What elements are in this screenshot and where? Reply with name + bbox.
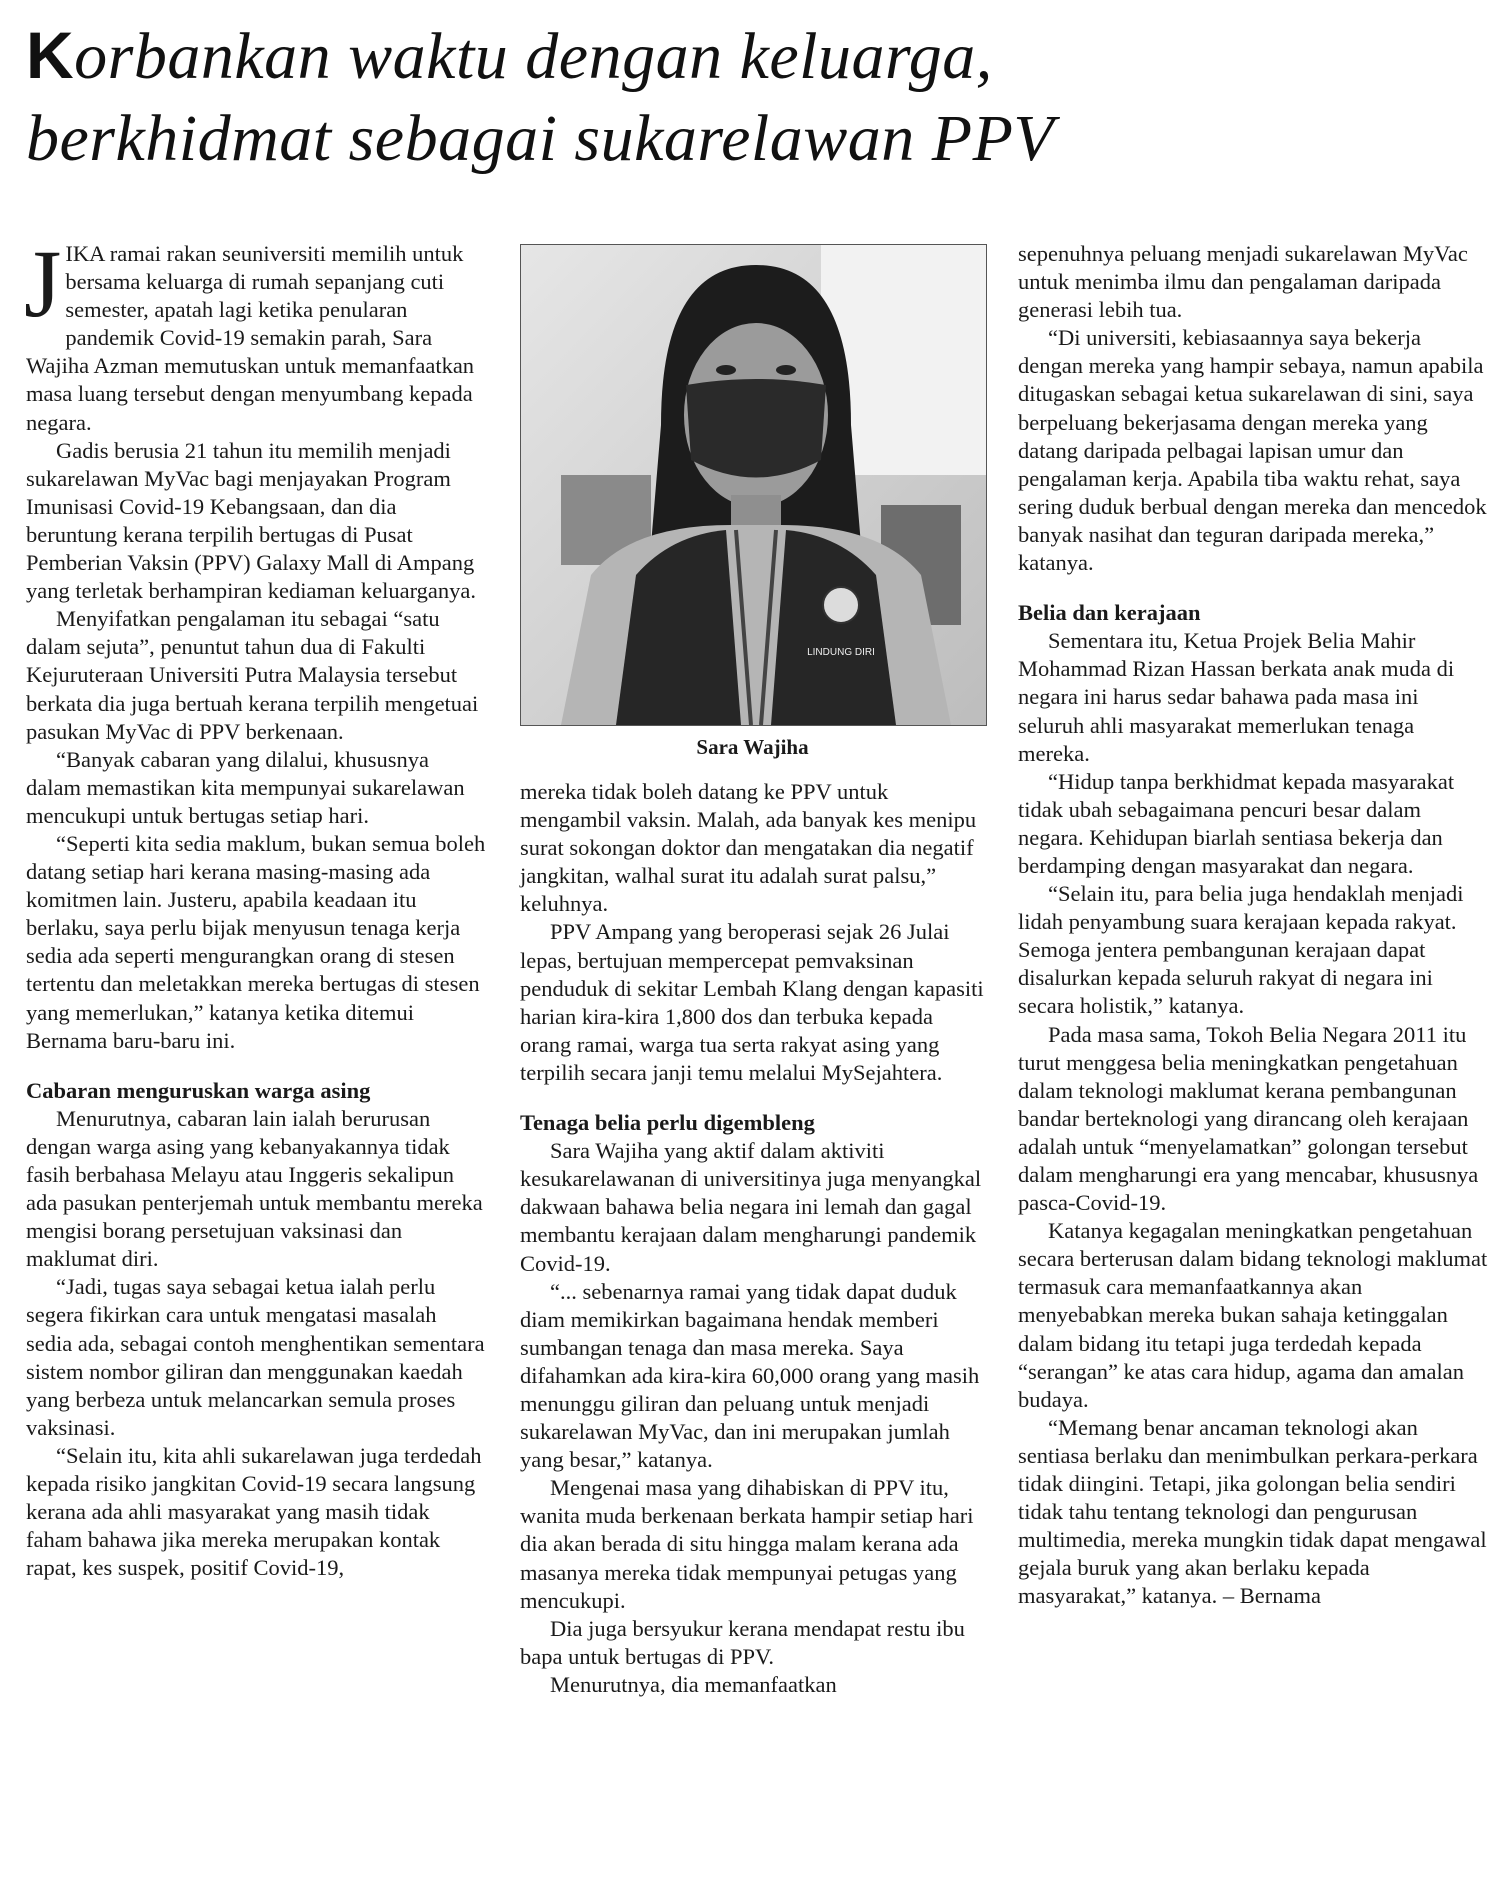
headline-line-1 [26,14,1486,98]
paragraph: “Di universiti, kebiasaannya saya bekerja dengan mereka yang hampir sebaya, namun apabila ditugaskan sebagai ketua sukarelawan di sini, saya berpeluang bekerjasama dengan mereka yang datang daripada pelbagai lapisan umur dan pengalaman kerja. Apabila tiba waktu rehat, saya sering duduk berbual dengan mereka dan mencedok banyak nasihat dan teguran daripada mereka,” katanya. [1018,325,1487,576]
paragraph: “Jadi, tugas saya sebagai ketua ialah perlu segera fikirkan cara untuk mengatasi masalah sedia ada, sebagai contoh menghentikan sementara sistem nombor giliran dan menggunakan kaedah yang berbeza untuk melancarkan semula proses vaksinasi. [26,1274,485,1440]
paragraph: sepenuhnya peluang menjadi sukarelawan MyVac untuk menimba ilmu dan pengalaman daripada generasi lebih tua. [1018,241,1468,323]
paragraph: “Seperti kita sedia maklum, bukan semua boleh datang setiap hari kerana masing-masing ada komitmen lain. Justeru, apabila keadaan itu berlaku, saya perlu bijak menyusun tenaga kerja sedia ada seperti mengurangkan orang di stesen tertentu dan meletakkan mereka bertugas di stesen yang memerlukan,” katanya ketika ditemui Bernama baru-baru ini. [26,830,486,1053]
headline-line-2: berkhidmat sebagai sukarelawan PPV [26,102,1055,175]
portrait-illustration [521,245,986,725]
paragraph: Menurutnya, cabaran lain ialah berurusan dengan warga asing yang kebanyakannya tidak fasih berbahasa Melayu atau Inggeris sekalipun ada pasukan penterjemah untuk membantu mereka mengisi borang persetujuan vaksinasi dan maklumat diri. [26,1105,483,1272]
paragraph: Dia juga bersyukur kerana mendapat restu ibu bapa untuk bertugas di PPV. [520,1615,965,1669]
paragraph: “... sebenarnya ramai yang tidak dapat duduk diam memikirkan bagaimana hendak memberi sumbangan tenaga dan masa mereka. Saya difahamkan ada kira-kira 60,000 orang yang masih menunggu giliran dan peluang untuk menjadi sukarelawan MyVac, dan ini merupakan jumlah yang besar,” katanya. [520,1278,980,1473]
article-column-2 [520,778,985,1699]
paragraph: mereka tidak boleh datang ke PPV untuk mengambil vaksin. Malah, ada banyak kes menipu surat sokongan doktor dan mengatakan dia negatif jangkitan, walhal surat itu adalah surat palsu,” keluhnya. [520,779,977,917]
paragraph: Menurutnya, dia memanfaatkan [550,1671,837,1697]
paragraph: Pada masa sama, Tokoh Belia Negara 2011 itu turut menggesa belia meningkatkan pengetahuan dalam teknologi maklumat kerana pembangunan bandar berteknologi yang dirancang oleh kerajaan adalah untuk “menyelamatkan” golongan tersebut dalam mengharungi era yang mencabar, khususnya pasca-Covid-19. [1018,1021,1479,1216]
paragraph: Gadis berusia 21 tahun itu memilih menjadi sukarelawan MyVac bagi menjayakan Program Imunisasi Covid-19 Kebangsaan, dan dia beruntung kerana terpilih bertugas di Pusat Pemberian Vaksin (PPV) Galaxy Mall di Ampang yang terletak berhampiran kediaman keluarganya. [26,437,477,604]
paragraph: “Hidup tanpa berkhidmat kepada masyarakat tidak ubah sebagaimana pencuri besar dalam negara. Kehidupan biarlah sentiasa bekerja dan berdamping dengan masyarakat dan negara. [1018,768,1455,878]
paragraph: Sementara itu, Ketua Projek Belia Mahir Mohammad Rizan Hassan berkata anak muda di negara ini harus sedar bahawa pada masa ini seluruh ahli masyarakat memerlukan tenaga mereka. [1018,628,1455,766]
vest-text: LINDUNG DIRI [807,647,875,658]
paragraph [24,230,486,437]
subheading: Belia dan kerajaan [1018,600,1201,626]
paragraph: PPV Ampang yang beroperasi sejak 26 Julai lepas, bertujuan mempercepat pemvaksinan penduduk di sekitar Lembah Klang dengan kapasiti harian kira-kira 1,800 dos dan terbuka kepada orang ramai, warga tua serta rakyat asing yang terpilih secara janji temu melalui MySejahtera. [520,919,984,1085]
article-column-3 [1018,240,1488,1611]
paragraph: Menyifatkan pengalaman itu sebagai “satu dalam sejuta”, penuntut tahun dua di Fakulti Kejuruteraan Universiti Putra Malaysia tersebut berkata dia juga bertuah kerana terpilih mengetuai pasukan MyVac di PPV berkenaan. [26,606,479,744]
paragraph: Mengenai masa yang dihabiskan di PPV itu, wanita muda berkenaan berkata hampir setiap hari dia akan berada di situ hingga malam kerana ada masanya mereka tidak mempunyai petugas yang mencukupi. [520,1475,974,1613]
paragraph-text: IKA ramai rakan seuniversiti memilih untuk bersama keluarga di rumah sepanjang cuti semester, apatah lagi ketika penularan pandemik Covid-19 semakin parah, Sara Wajiha Azman memutuskan untuk memanfaatkan masa luang tersebut dengan menyumbang kepada negara. [26,241,475,435]
drop-cap: J [24,230,62,337]
portrait-photo [520,244,987,726]
photo-caption: Sara Wajiha [696,735,809,759]
headline-line-1-text: orbankan waktu dengan keluarga, [74,20,993,93]
subheading: Tenaga belia perlu digembleng [520,1110,815,1136]
paragraph: Katanya kegagalan meningkatkan pengetahuan secara berterusan dalam bidang teknologi maklumat termasuk cara memanfaatkannya akan menyebabkan mereka bukan sahaja ketinggalan dalam bidang itu tetapi juga terdedah kepada “serangan” ke atas cara hidup, agama dan amalan budaya. [1018,1218,1488,1412]
subheading: Cabaran menguruskan warga asing [26,1077,371,1103]
paragraph: “Selain itu, kita ahli sukarelawan juga terdedah kepada risiko jangkitan Covid-19 secara langsung kerana ada ahli masyarakat yang masih tidak faham bahawa jika mereka merupakan kontak rapat, kes suspek, positif Covid-19, [26,1442,482,1581]
paragraph: “Memang benar ancaman teknologi akan sentiasa berlaku dan menimbulkan perkara-perkara tidak diingini. Tetapi, jika golongan belia sendiri tidak tahu tentang teknologi dan pengurusan multimedia, mereka mungkin tidak dapat mengawal gejala buruk yang akan berlaku kepada masyarakat,” katanya. – Bernama [1018,1414,1487,1609]
headline-dropcap: K [26,18,75,92]
article-column-1 [24,230,486,1582]
paragraph: “Banyak cabaran yang dilalui, khususnya dalam memastikan kita mempunyai sukarelawan mencukupi untuk bertugas setiap hari. [26,746,465,828]
paragraph: Sara Wajiha yang aktif dalam aktiviti kesukarelawanan di universitinya juga menyangkal dakwaan bahawa belia negara ini lemah dan gagal membantu kerajaan dalam mengharungi pandemik Covid-19. [520,1138,982,1276]
paragraph: “Selain itu, para belia juga hendaklah menjadi lidah penyambung suara kerajaan kepada rakyat. Semoga jentera pembangunan kerajaan dapat disalurkan kepada seluruh rakyat di negara ini secara holistik,” katanya. [1018,881,1464,1019]
headline [26,14,1486,180]
